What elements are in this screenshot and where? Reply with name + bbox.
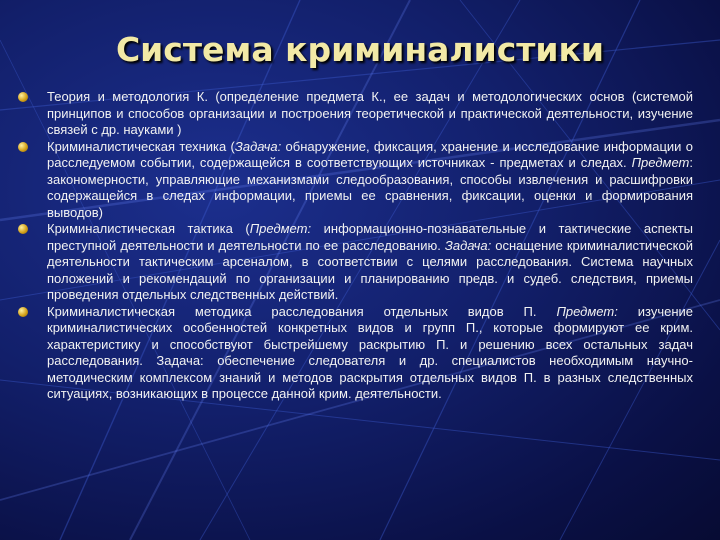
item-text-italic: Предмет: [249,221,312,236]
bullet-icon [18,92,28,102]
item-text: : закономерности, управляющие механизмами следообразования, способы извлечения и расшифровки содержащейся в следах информации, приемы ее сравнения, фиксации, оценки и формирования выводов) [47,155,693,220]
bullet-icon [18,307,28,317]
list-item [17,139,693,222]
item-text: Криминалистическая методика расследования отдельных видов П. [47,303,557,319]
item-text-italic: Предмет [631,155,690,170]
item-text: обнаружение, фиксация, хранение и исследование информации о расследуемом событии, содержащейся в соответствующих источниках - предметах и следах. [47,138,693,170]
list-item [17,89,693,139]
bullet-list [17,89,693,403]
item-text: оснащение криминалистической деятельности тактическим арсеналом, в соответствии с целями расследования. Система научных положений и рекомендаций по организации и планированию предв. и судеб. следствия, приемы проведения отдельных следственных действий. [47,237,693,302]
item-text: информационно-познавательные и тактические аспекты преступной деятельности и деятельности по ее расследованию. [47,221,693,253]
slide-title: Система криминалистики [115,30,605,69]
list-item [17,304,693,403]
item-text: Криминалистическая тактика ( [47,221,250,236]
bullet-icon [18,224,28,234]
list-item [17,221,693,304]
bullet-icon [18,142,28,152]
item-text: Криминалистическая техника ( [47,138,235,154]
item-text-italic: Задача: [234,138,282,154]
item-text: изучение криминалистических особенностей конкретных видов и групп П., которые формируют ее крим. характеристику и способствуют быстрейшему раскрытию П. и решению всех остальных задач расследования. Задача: обеспечение следователя и др. специалистов необходимым научно-методическим комплексом знаний и методов раскрытия отдельных видов П. в разных следственных ситуациях, возникающих в процессе данной крим. деятельности. [47,303,693,401]
item-text: Теория и методология К. (определение предмета К., ее задач и методологических основ (системой принципов и способов организации и построения теоретической и практической деятельности, изучение связей с др. науками ) [47,89,693,137]
item-text-italic: Задача: [444,237,492,253]
item-text-italic: Предмет: [556,303,618,319]
